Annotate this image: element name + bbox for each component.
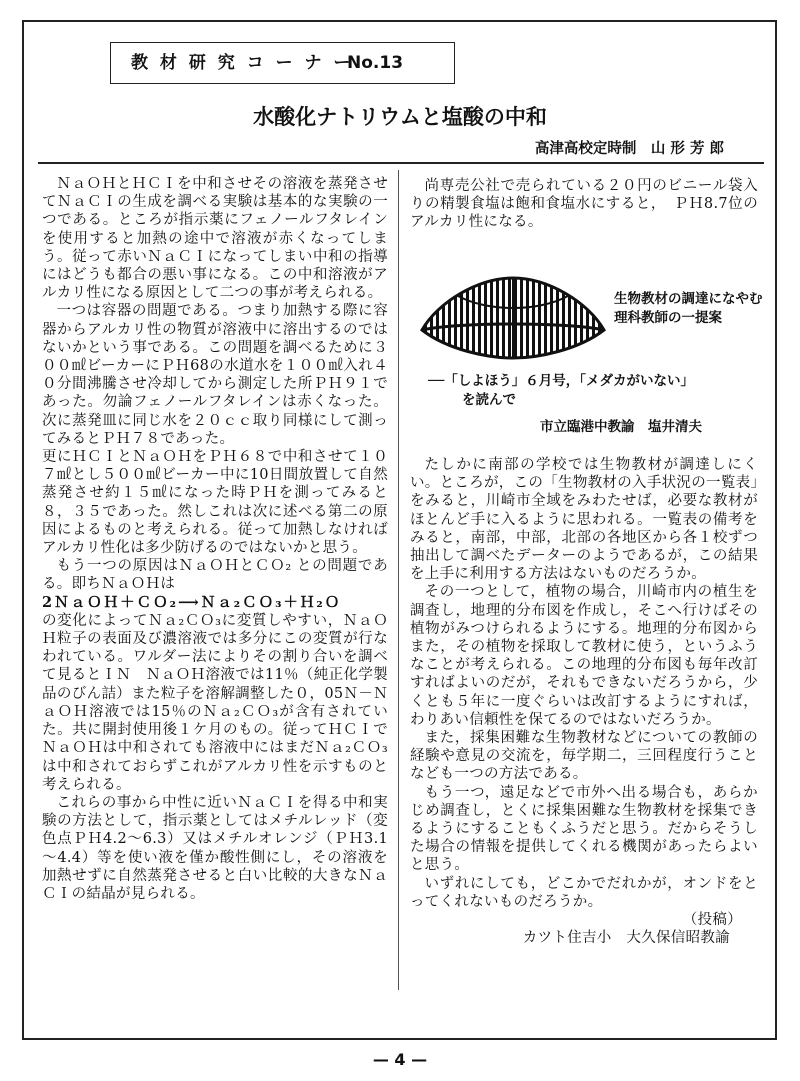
paragraph: 尚専売公社で売られている２０円のビニール袋入りの精製食塩は飽和食塩水にすると， ＰＨ8.7位のアルカリ性になる。 xyxy=(410,178,758,231)
paragraph: また，採集困難な生物教材などについての教師の経験や意見の交流を，毎学期二，三回程度行うことなども一つの方法である。 xyxy=(410,730,758,783)
specimen-illustration xyxy=(418,272,608,362)
article-title: 水酸化ナトリウムと塩酸の中和 xyxy=(253,105,547,129)
paragraph: これらの事から中性に近いＮａＣＩを得る中和実験の方法として，指示薬としてはメチルレッド（変色点ＰＨ4.2～6.3）又はメチルオレンジ（ＰＨ3.1～4.4）等を使い液を僅か酸性側にし，その溶液を加熱せずに自然蒸発させると白い比較的大きなＮａＣＩの結晶が見られる。 xyxy=(42,794,388,902)
sub-article-reference xyxy=(428,372,768,410)
paragraph: たしかに南部の学校では生物教材が調達しにくい。ところが，この「生物教材の入手状況の一覧表」をみると，川崎市全域をみわたせば，必要な教材がほとんど手に入るように思われる。一覧表の備考をみると，南部，中部，北部の各地区から各１校ずつ抽出して調べたデーターのようであるが，この結果を上手に利用する方法はないものだろうか。 xyxy=(410,457,758,583)
reference-line: ──「しよほう」６月号，「メダカがいない」 xyxy=(428,373,695,389)
paragraph: ＮａＯＨとＨＣＩを中和させその溶液を蒸発させてＮａＣＩの生成を調べる実験は基本的な実験の一つである。ところが指示薬にフェノールフタレインを使用すると加熱の途中で溶液が赤くなってしまう。従って赤いＮａＣＩになってしまい中和の指導にはどうも都合の悪い事になる。この中和溶液がアルカリ性になる原因として二つの事が考えられる。 xyxy=(42,176,388,302)
chemical-equation: 2ＮａＯＨ＋ＣＯ₂⟶Ｎａ₂ＣＯ₃＋Ｈ₂Ｏ xyxy=(42,593,342,611)
reference-line: を読んで xyxy=(462,392,516,408)
sub-article-author: 市立臨港中教諭 塩井清夫 xyxy=(540,419,702,435)
paragraph: いずれにしても，どこかでだれかが，オンドをとってくれないものだろうか。 xyxy=(410,875,758,910)
page-number: — 4 — xyxy=(372,1050,428,1069)
column-header-box xyxy=(110,42,455,84)
sub-article-title: 生物教材の調達になやむ理科教師の一提案 xyxy=(614,291,763,326)
paragraph: 一つは容器の問題である。つまり加熱する際に容器からアルカリ性の物質が溶液中に溶出するのではないかという事である。この問題を調べるために３００㎖ビーカーにＰＨ68の水道水を１００㎖入れ４０分間沸騰させ冷却してから測定した所ＰＨ９１であった。勿論フェノールフタレインは赤くなった。次に蒸発皿に同じ水を２０ｃｃ取り同様にして測ってみるとＰＨ７８であった。 xyxy=(42,303,388,447)
left-column xyxy=(42,175,388,903)
paragraph: 更にＨＣＩとＮａＯＨをＰＨ６８で中和させて１０７㎖とし５００㎖ビーカー中に10日間放置して自然蒸発させ約１５㎖になった時ＰＨを測ってみると８，３５であった。然しこれは次に述べる第二の原因によるものと考えられる。従って加熱しなければアルカリ性化は多少防げるのではないかと思う。 xyxy=(42,449,388,557)
signature: カツト住吉小 大久保信昭教諭 xyxy=(522,930,730,947)
paragraph: その一つとして，植物の場合，川崎市内の植生を調査し，地理的分布図を作成し，そこへ行けばその植物がみつけられるようにする。地理的分布図からまた，その植物を採取して教材に使う，というふうなことが考えられる。この地理的分布図も毎年改訂すればよいのだが，それもできないだろうから，少くとも５年に一度ぐらいは改訂するようにすれば，わりあい信頼性を保てるのではないだろうか。 xyxy=(410,584,758,728)
column-divider xyxy=(398,170,399,990)
column-header-label: 教 材 研 究 コ ー ナ ー xyxy=(131,53,354,73)
paragraph: もう一つの原因はＮａＯＨとＣＯ₂ との問題である。即ちＮａＯＨは xyxy=(42,558,388,593)
title-rule xyxy=(38,162,764,164)
paragraph: もう一つ，遠足などで市外へ出る場合も，あらかじめ調査し，とくに採集困難な生物教材を採集できるようにすることもくふうだと思う。だからそうした場合の情報を提供してくれる機関があったらよいと思う。 xyxy=(410,784,758,874)
column-number: No.13 xyxy=(347,53,404,73)
right-main-column xyxy=(410,456,758,947)
article-byline: 高津高校定時制 山 形 芳 郎 xyxy=(534,141,724,157)
post-note: （投稿） xyxy=(682,912,742,929)
right-top-column xyxy=(410,177,758,232)
paragraph: の変化によってＮａ₂ＣＯ₃に変質しやすい，ＮａＯＨ粒子の表面及び濃溶液では多分にこの変質が行なわれている。ワルダー法によりその割り合いを調べて見るとＩＮ ＮａＯＨ溶液では11％（純正化学製品のびん詰）また粒子を溶解調整した０，05Ｎ－ＮａＯＨ溶液では15％のＮａ₂ＣＯ₃が含有されていた。共に開封使用後１ケ月のもの。従ってＨＣＩでＮａＯＨは中和されても溶液中にはまだＮａ₂ＣＯ₃は中和されておらずこれがアルカリ性を示すものと考えられる。 xyxy=(42,612,388,793)
